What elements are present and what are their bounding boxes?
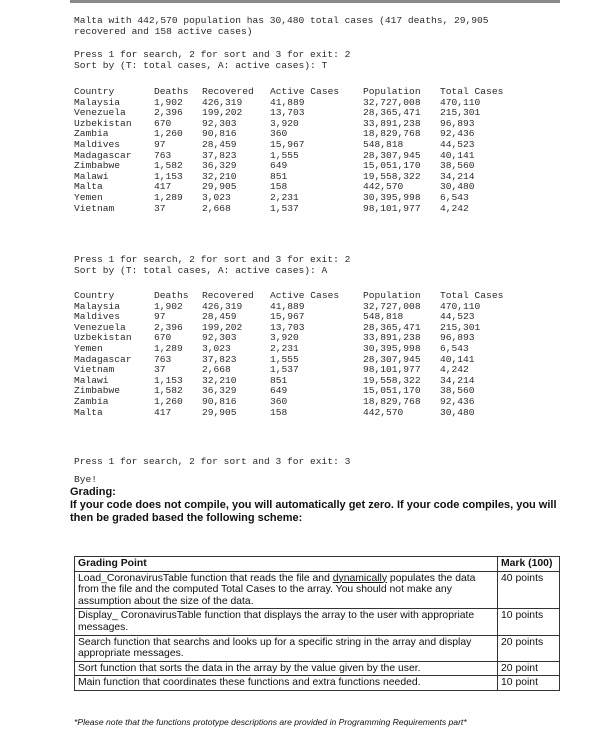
- console-bye: Bye!: [74, 474, 98, 485]
- table-cell: 470,110: [440, 300, 481, 312]
- table-cell: Uzbekistan: [74, 117, 132, 129]
- column-header: Country: [74, 290, 115, 301]
- table-cell: 470,110: [440, 96, 481, 108]
- grading-note: If your code does not compile, you will automatically get zero. If your code compiles, you will then be graded based the following scheme:: [70, 499, 557, 524]
- table-cell: 37,823: [202, 353, 237, 365]
- table-cell: 28,459: [202, 138, 237, 150]
- column-header: Deaths: [154, 290, 189, 301]
- table-cell: 34,214: [440, 170, 475, 182]
- table-cell: 92,436: [440, 395, 475, 407]
- table-cell: 1,582: [154, 385, 183, 397]
- table-cell: 96,893: [440, 117, 475, 129]
- table-cell: 158: [270, 181, 288, 193]
- table-cell: 13,703: [270, 107, 305, 119]
- rubric-mark: 10 points: [498, 609, 560, 635]
- rubric-header-row: [75, 557, 560, 572]
- table-cell: 15,051,170: [363, 385, 421, 397]
- table-cell: 649: [270, 160, 288, 172]
- table-cell: 442,570: [363, 406, 404, 418]
- table-cell: 28,307,945: [363, 149, 421, 161]
- table-cell: 40,141: [440, 353, 475, 365]
- column-header: Recovered: [202, 86, 254, 97]
- table-cell: 1,902: [154, 96, 183, 108]
- table-cell: 426,319: [202, 300, 243, 312]
- table-cell: 1,153: [154, 374, 183, 386]
- table-cell: 37,823: [202, 149, 237, 161]
- table-cell: 29,905: [202, 406, 237, 418]
- table-cell: 37: [154, 202, 166, 214]
- table-cell: 28,365,471: [363, 321, 421, 333]
- rubric-point: Load_CoronavirusTable function that reads the file and dynamically populates the data from the file and the computed Total Cases to the array. You should not make any assumption about the size of the data.: [75, 571, 498, 609]
- console-prompt: Sort by (T: total cases, A: active cases): A: [74, 265, 328, 276]
- console-prompt: Sort by (T: total cases, A: active cases): T: [74, 60, 328, 71]
- table-cell: Vietnam: [74, 364, 115, 376]
- table-cell: 30,480: [440, 406, 475, 418]
- column-header: Active Cases: [270, 290, 340, 301]
- table-cell: 442,570: [363, 181, 404, 193]
- table-cell: 2,396: [154, 107, 183, 119]
- table-cell: Venezuela: [74, 321, 126, 333]
- table-cell: Zimbabwe: [74, 385, 121, 397]
- table-cell: 1,289: [154, 342, 183, 354]
- table-cell: 38,560: [440, 160, 475, 172]
- rubric-point: Display_ CoronavirusTable function that displays the array to the user with appropriate messages.: [75, 609, 498, 635]
- table-cell: 33,891,238: [363, 117, 421, 129]
- table-cell: 3,023: [202, 191, 231, 203]
- table-cell: 32,210: [202, 170, 237, 182]
- console-summary-line-2: recovered and 158 active cases): [74, 26, 253, 37]
- table-cell: 548,818: [363, 138, 404, 150]
- table-cell: 2,396: [154, 321, 183, 333]
- rubric-row: [75, 676, 560, 691]
- table-cell: 29,905: [202, 181, 237, 193]
- table-cell: 851: [270, 170, 288, 182]
- table-cell: 199,202: [202, 321, 243, 333]
- table-cell: 36,329: [202, 385, 237, 397]
- table-cell: 6,543: [440, 191, 469, 203]
- table-cell: 30,395,998: [363, 342, 421, 354]
- rubric-row: [75, 571, 560, 609]
- table-cell: 3,023: [202, 342, 231, 354]
- console-output: [70, 0, 560, 470]
- table-cell: 28,459: [202, 311, 237, 323]
- table-cell: 3,920: [270, 332, 299, 344]
- table-cell: 41,889: [270, 96, 305, 108]
- table-cell: Malawi: [74, 170, 109, 182]
- table-cell: Zimbabwe: [74, 160, 121, 172]
- column-header: Total Cases: [440, 290, 504, 301]
- table-cell: 28,307,945: [363, 353, 421, 365]
- table-cell: 98,101,977: [363, 202, 421, 214]
- table-cell: 97: [154, 311, 166, 323]
- grading-rubric-table: [74, 556, 560, 691]
- table-cell: 92,436: [440, 128, 475, 140]
- table-cell: 30,480: [440, 181, 475, 193]
- table-cell: 36,329: [202, 160, 237, 172]
- table-cell: Malaysia: [74, 300, 121, 312]
- table-cell: 158: [270, 406, 288, 418]
- table-cell: 1,289: [154, 191, 183, 203]
- console-prompt: Press 1 for search, 2 for sort and 3 for exit: 2: [74, 254, 351, 265]
- table-cell: Malaysia: [74, 96, 121, 108]
- console-prompt: Press 1 for search, 2 for sort and 3 for exit: 3: [74, 456, 351, 467]
- rubric-header-point: Grading Point: [75, 557, 498, 572]
- table-cell: 215,301: [440, 321, 481, 333]
- table-cell: 763: [154, 149, 172, 161]
- table-cell: 1,537: [270, 364, 299, 376]
- table-cell: 18,829,768: [363, 395, 421, 407]
- table-cell: 32,727,008: [363, 300, 421, 312]
- table-cell: 15,967: [270, 138, 305, 150]
- rubric-row: [75, 635, 560, 661]
- column-header: Population: [363, 86, 421, 97]
- rubric-row: [75, 661, 560, 676]
- table-cell: 1,902: [154, 300, 183, 312]
- table-cell: Malta: [74, 406, 103, 418]
- table-cell: 1,260: [154, 128, 183, 140]
- table-cell: 360: [270, 395, 288, 407]
- table-cell: 1,555: [270, 149, 299, 161]
- column-header: Active Cases: [270, 86, 340, 97]
- column-header: Recovered: [202, 290, 254, 301]
- table-cell: 4,242: [440, 364, 469, 376]
- table-cell: Malta: [74, 181, 103, 193]
- table-cell: 15,967: [270, 311, 305, 323]
- table-cell: 2,668: [202, 202, 231, 214]
- table-cell: 33,891,238: [363, 332, 421, 344]
- table-cell: 4,242: [440, 202, 469, 214]
- table-cell: Yemen: [74, 191, 103, 203]
- table-cell: 851: [270, 374, 288, 386]
- rubric-mark: 20 points: [498, 635, 560, 661]
- table-cell: 670: [154, 332, 172, 344]
- table-cell: 426,319: [202, 96, 243, 108]
- column-header: Population: [363, 290, 421, 301]
- table-cell: 649: [270, 385, 288, 397]
- table-cell: Madagascar: [74, 149, 132, 161]
- table-cell: 96,893: [440, 332, 475, 344]
- table-cell: 3,920: [270, 117, 299, 129]
- table-cell: Maldives: [74, 311, 121, 323]
- table-cell: 199,202: [202, 107, 243, 119]
- table-cell: 1,537: [270, 202, 299, 214]
- table-cell: 34,214: [440, 374, 475, 386]
- table-cell: 1,582: [154, 160, 183, 172]
- table-cell: 28,365,471: [363, 107, 421, 119]
- console-summary-line-1: Malta with 442,570 population has 30,480 total cases (417 deaths, 29,905: [74, 15, 489, 26]
- table-cell: Venezuela: [74, 107, 126, 119]
- table-cell: 2,668: [202, 364, 231, 376]
- table-cell: 13,703: [270, 321, 305, 333]
- table-cell: 98,101,977: [363, 364, 421, 376]
- table-cell: 44,523: [440, 138, 475, 150]
- table-cell: 97: [154, 138, 166, 150]
- table-cell: 15,051,170: [363, 160, 421, 172]
- grading-footnote: *Please note that the functions prototype descriptions are provided in Programming Requirements part*: [74, 717, 467, 727]
- rubric-mark: 10 point: [498, 676, 560, 691]
- table-cell: Zambia: [74, 128, 109, 140]
- table-cell: Uzbekistan: [74, 332, 132, 344]
- grading-title: Grading:: [70, 486, 116, 498]
- table-cell: 37: [154, 364, 166, 376]
- table-cell: 32,727,008: [363, 96, 421, 108]
- table-cell: Zambia: [74, 395, 109, 407]
- table-cell: 30,395,998: [363, 191, 421, 203]
- table-cell: 1,260: [154, 395, 183, 407]
- table-cell: Malawi: [74, 374, 109, 386]
- table-cell: 2,231: [270, 342, 299, 354]
- rubric-row: [75, 609, 560, 635]
- column-header: Deaths: [154, 86, 189, 97]
- table-cell: Maldives: [74, 138, 121, 150]
- table-cell: 19,558,322: [363, 374, 421, 386]
- table-cell: Vietnam: [74, 202, 115, 214]
- table-cell: 41,889: [270, 300, 305, 312]
- console-prompt: Press 1 for search, 2 for sort and 3 for exit: 2: [74, 49, 351, 60]
- table-cell: Madagascar: [74, 353, 132, 365]
- table-cell: 6,543: [440, 342, 469, 354]
- rubric-mark: 40 points: [498, 571, 560, 609]
- table-cell: 763: [154, 353, 172, 365]
- column-header: Total Cases: [440, 86, 504, 97]
- table-cell: Yemen: [74, 342, 103, 354]
- table-cell: 38,560: [440, 385, 475, 397]
- table-cell: 92,303: [202, 117, 237, 129]
- table-cell: 32,210: [202, 374, 237, 386]
- column-header: Country: [74, 86, 115, 97]
- rubric-point: Search function that searchs and looks up for a specific string in the array and display appropriate messages.: [75, 635, 498, 661]
- table-cell: 90,816: [202, 128, 237, 140]
- table-cell: 90,816: [202, 395, 237, 407]
- rubric-point: Main function that coordinates these functions and extra functions needed.: [75, 676, 498, 691]
- rubric-mark: 20 point: [498, 661, 560, 676]
- table-cell: 548,818: [363, 311, 404, 323]
- table-cell: 360: [270, 128, 288, 140]
- table-cell: 215,301: [440, 107, 481, 119]
- table-cell: 1,555: [270, 353, 299, 365]
- grading-section: [70, 486, 560, 525]
- table-cell: 2,231: [270, 191, 299, 203]
- table-cell: 18,829,768: [363, 128, 421, 140]
- table-cell: 40,141: [440, 149, 475, 161]
- table-cell: 92,303: [202, 332, 237, 344]
- table-cell: 417: [154, 406, 172, 418]
- table-cell: 19,558,322: [363, 170, 421, 182]
- rubric-header-mark: Mark (100): [498, 557, 560, 572]
- table-cell: 44,523: [440, 311, 475, 323]
- table-cell: 670: [154, 117, 172, 129]
- rubric-point: Sort function that sorts the data in the array by the value given by the user.: [75, 661, 498, 676]
- table-cell: 417: [154, 181, 172, 193]
- table-cell: 1,153: [154, 170, 183, 182]
